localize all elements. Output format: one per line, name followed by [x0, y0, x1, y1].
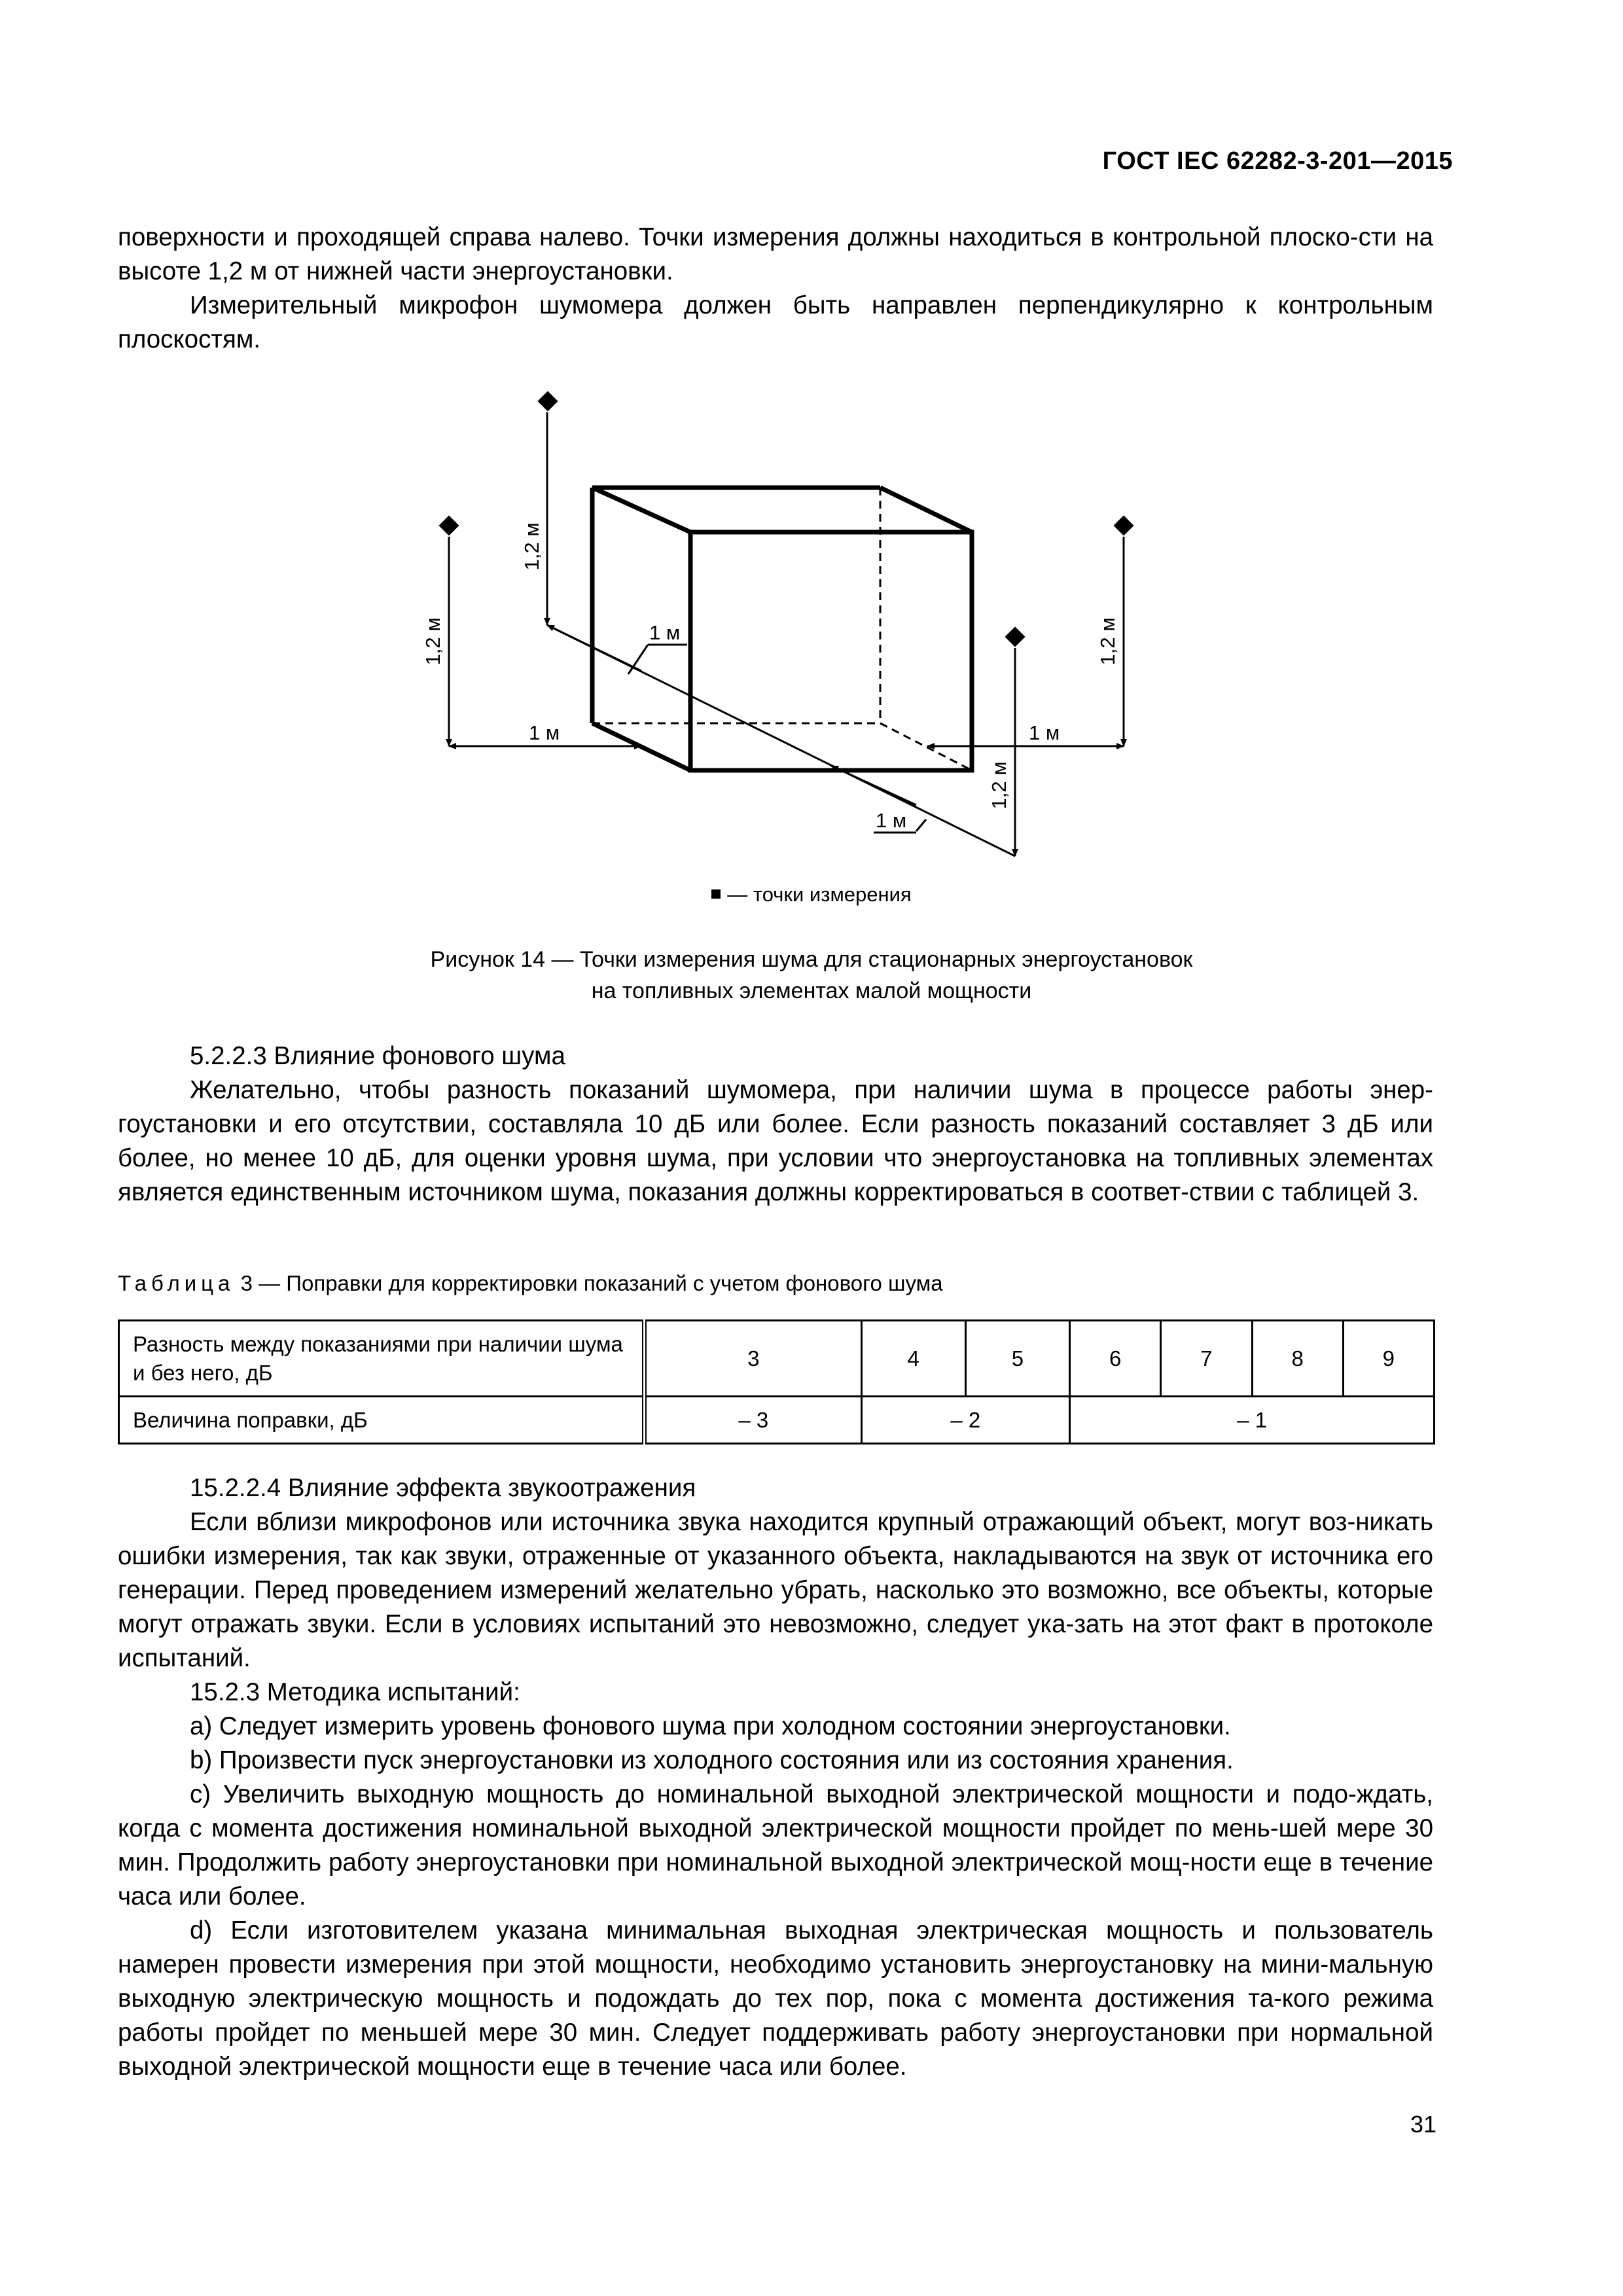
list-item: c) Увеличить выходную мощность до номинальной выходной электрической мощности и подо-ждать, когда с момента достижения номинальной выходной электрической мощности пройдет по мень-шей мере 30 мин. Продолжить работу энергоустановки при номинальной выходной электрической мощ-ности еще в течение часа или более.	[118, 1780, 1433, 1910]
section-heading: 15.2.3 Методика испытаний:	[190, 1678, 520, 1706]
legend-text: — точки измерения	[727, 883, 912, 906]
table-title-text: 3 — Поправки для корректировки показаний с учетом фонового шума	[240, 1271, 943, 1295]
difference-cell: 4	[861, 1321, 965, 1397]
list-item: b) Произвести пуск энергоустановки из холодного состояния или из состояния хранения.	[190, 1746, 1234, 1774]
section-15-2-2-4	[118, 1471, 1433, 2084]
intro-text	[118, 221, 1433, 357]
section-text: Если вблизи микрофонов или источника звука находится крупный отражающий объект, могут воз-никать ошибки измерения, так как звуки, отраженные от указанного объекта, накладываются на звук от источника его генерации. Перед проведением измерений желательно убрать, насколько это возможно, все объекты, которые могут отражать звуки. Если в условиях испытаний это невозможно, следует ука-зать на этот факт в протоколе испытаний.	[118, 1508, 1433, 1672]
difference-cell: 5	[965, 1321, 1069, 1397]
measurement-point-top	[537, 391, 558, 411]
section-text: Желательно, чтобы разность показаний шумомера, при наличии шума в процессе работы энер-гоустановки и его отсутствии, составляла 10 дБ или более. Если разность показаний составляет 3 дБ или более, но менее 10 дБ, для оценки уровня шума, при условии что энергоустановка на топливных элементах является единственным источником шума, показания должны корректироваться в соответ-ствии с таблицей 3.	[118, 1076, 1433, 1206]
document-code: ГОСТ IEC 62282-3-201—2015	[1102, 147, 1453, 175]
table-row	[119, 1321, 1435, 1397]
page-number: 31	[1410, 2111, 1436, 2138]
difference-cell: 9	[1343, 1321, 1434, 1397]
label-height-top: 1,2 м	[520, 522, 543, 571]
list-item: a) Следует измерить уровень фонового шума при холодном состоянии энергоустановки.	[190, 1712, 1231, 1740]
section-5-2-2-3	[118, 1039, 1433, 1210]
label-height-left: 1,2 м	[421, 617, 444, 666]
measurement-points	[438, 391, 1133, 647]
measurement-point-left	[438, 515, 459, 535]
measurement-point-front	[1005, 626, 1025, 647]
figure-legend	[0, 883, 1623, 906]
label-height-right: 1,2 м	[1096, 617, 1119, 666]
correction-cell: – 3	[645, 1397, 862, 1444]
legend-square-icon	[711, 889, 721, 899]
list-item: d) Если изготовителем указана минимальная выходная электрическая мощность и пользователь намерен провести измерения при этой мощности, необходимо установить энергоустановку на мини-мальную выходную электрическую мощность и подождать до тех пор, пока с момента достижения та-кого режима работы пройдет по меньшей мере 30 мин. Следует поддерживать работу энергоустановки при нормальной выходной электрической мощности еще в течение часа или более.	[118, 1916, 1433, 2081]
difference-cell: 7	[1161, 1321, 1252, 1397]
table-label: Таблица	[118, 1271, 235, 1295]
table-row	[119, 1397, 1435, 1444]
label-distance-diagonal-top: 1 м	[649, 621, 681, 644]
label-distance-right: 1 м	[1029, 721, 1060, 744]
label-distance-left: 1 м	[529, 721, 560, 744]
table-3-title	[118, 1271, 943, 1296]
caption-line-1: Рисунок 14 — Точки измерения шума для стационарных энергоустановок	[430, 947, 1193, 972]
intro-paragraph-1: поверхности и проходящей справа налево. Точки измерения должны находиться в контрольной плоско-сти на высоте 1,2 м от нижней части энергоустановки.	[118, 223, 1433, 285]
figure-14-diagram	[366, 380, 1217, 916]
difference-cell: 3	[645, 1321, 862, 1397]
measurement-point-right	[1113, 515, 1133, 535]
intro-paragraph-2: Измерительный микрофон шумомера должен быть направлен перпендикулярно к контрольным плоскостям.	[118, 291, 1433, 353]
caption-line-2: на топливных элементах малой мощности	[591, 978, 1032, 1003]
table-3	[118, 1319, 1435, 1444]
difference-cell: 6	[1070, 1321, 1161, 1397]
figure-caption	[0, 944, 1623, 1007]
section-heading: 5.2.2.3 Влияние фонового шума	[190, 1042, 565, 1070]
row-header-correction: Величина поправки, дБ	[119, 1397, 645, 1444]
row-header-difference: Разность между показаниями при наличии шума и без него, дБ	[119, 1321, 645, 1397]
section-heading: 15.2.2.4 Влияние эффекта звукоотражения	[190, 1474, 696, 1502]
correction-cell: – 2	[861, 1397, 1070, 1444]
difference-cell: 8	[1252, 1321, 1343, 1397]
label-distance-diagonal-bottom: 1 м	[876, 809, 907, 832]
correction-cell: – 1	[1070, 1397, 1435, 1444]
label-height-front: 1,2 м	[988, 761, 1010, 810]
